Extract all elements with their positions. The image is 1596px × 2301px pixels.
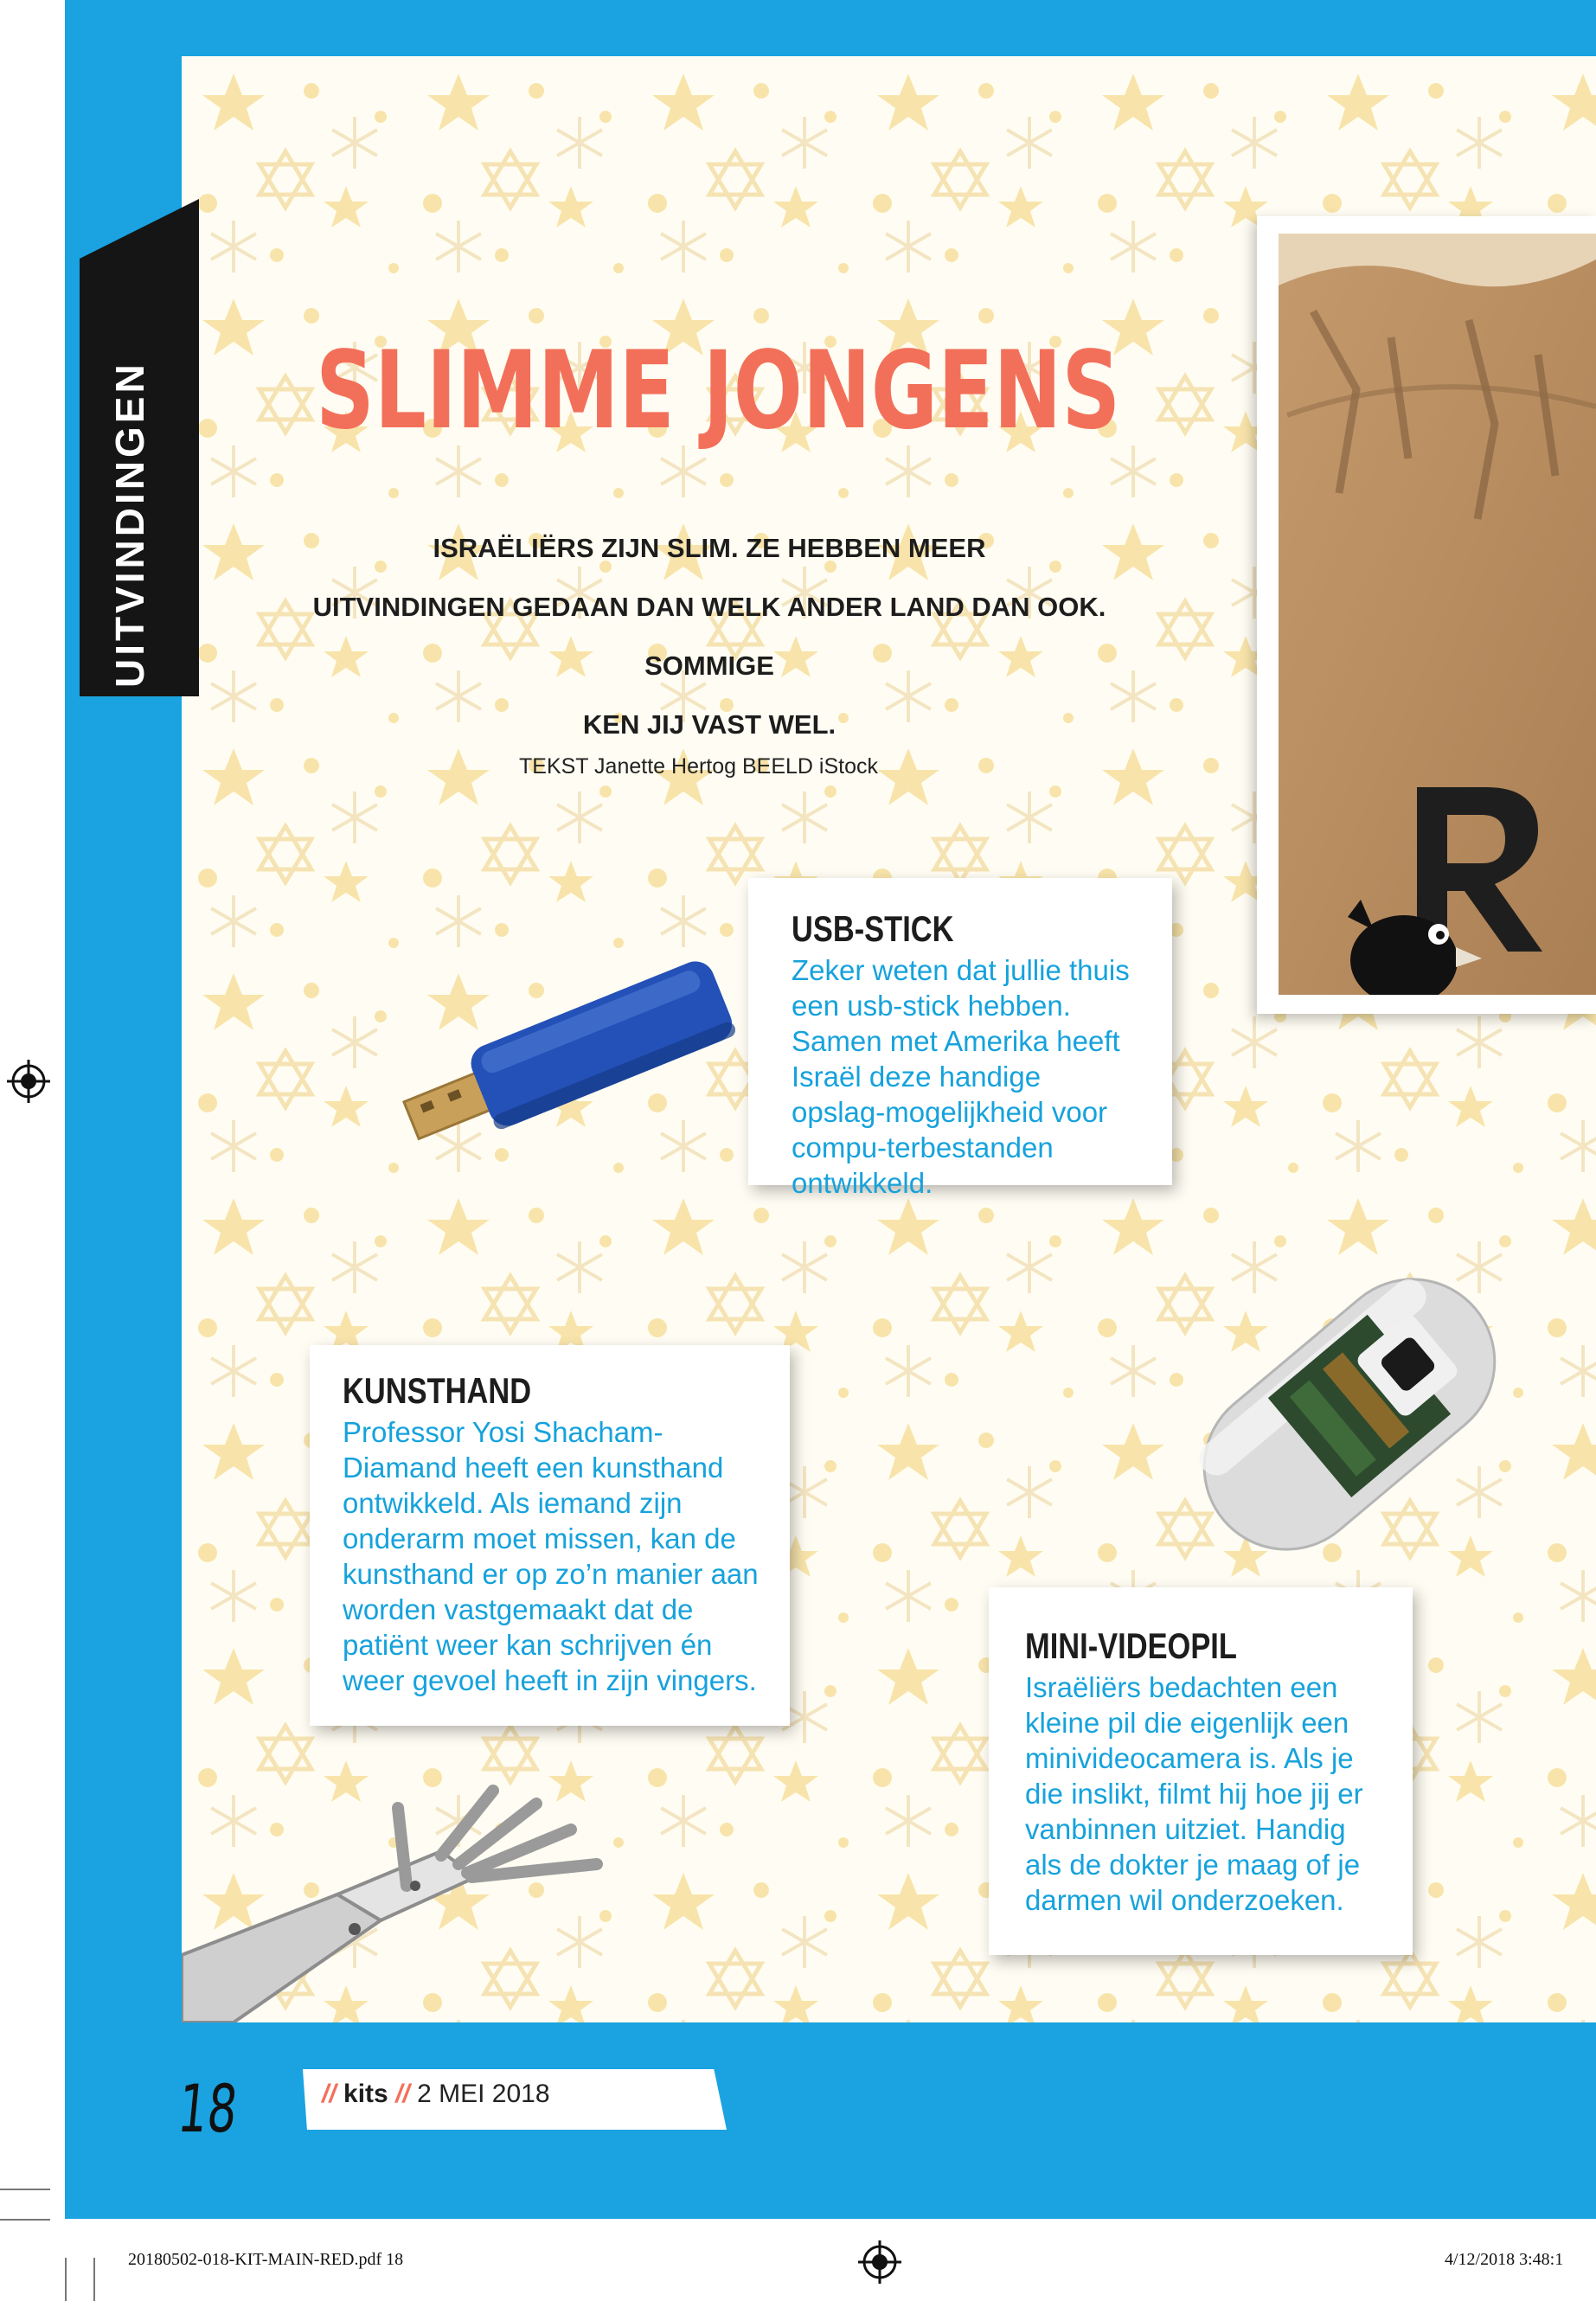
crop-mark: [93, 2258, 95, 2301]
card-body: Professor Yosi Shacham-Diamand heeft een kunsthand ontwikkeld. Als iemand zijn onderarm moet missen, kan de kunsthand er op zo’n manier aan worden vastgemaakt dat de patiënt weer kan schrijven én weer gevoel heeft in zijn vingers.: [343, 1416, 759, 1697]
footer-slashes: //: [322, 2080, 337, 2108]
usb-stick-image: [376, 934, 753, 1142]
kunsthand-card: [310, 1345, 790, 1726]
slug-filename: 20180502-018-KIT-MAIN-RED.pdf 18: [128, 2250, 404, 2269]
video-pill-image: [1168, 1237, 1531, 1592]
card-heading: USB-STICK: [792, 908, 954, 949]
crop-mark: [0, 2189, 50, 2190]
frame-top: [65, 0, 1596, 56]
page-title: SLIMME JONGENS: [316, 329, 1121, 453]
card-body: Zeker weten dat jullie thuis een usb-stick hebben. Samen met Amerika heeft Israël deze handige opslag-mogelijkheid voor compu-terbestanden ontwikkeld.: [792, 954, 1130, 1200]
card-body: Israëliërs bedachten een kleine pil die eigenlijk een minivideocamera is. Als je die inslikt, filmt hij hoe jij er vanbinnen uitziet. Handig als de dokter je maag of je darmen wil onderzoeken.: [1025, 1671, 1363, 1917]
usb-stick-card: [748, 878, 1172, 1200]
section-label: UITVINDINGEN: [107, 361, 152, 688]
brand-name: kits: [343, 2080, 388, 2108]
cardboard-photo: [1279, 234, 1596, 995]
intro-text: [285, 519, 1133, 754]
frame-bottom: [65, 2022, 1596, 2219]
intro-line: KEN JIJ VAST WEL.: [582, 709, 836, 740]
registration-mark-icon: [858, 2240, 901, 2284]
slug-timestamp: 4/12/2018 3:48:1: [1445, 2250, 1564, 2269]
footer-text: [322, 2080, 550, 2109]
crop-mark: [65, 2258, 67, 2301]
issue-date: 2 MEI 2018: [417, 2080, 550, 2108]
intro-line: ISRAËLIËRS ZIJN SLIM. ZE HEBBEN MEER: [433, 533, 986, 563]
intro-line: UITVINDINGEN GEDAAN DAN WELK ANDER LAND DAN OOK. SOMMIGE: [312, 592, 1106, 681]
card-heading: MINI-VIDEOPIL: [1025, 1625, 1237, 1666]
registration-mark-icon: [7, 1060, 50, 1103]
videopil-card: [989, 1587, 1413, 1955]
robot-hand-image: [182, 1756, 649, 2022]
page-number: 18: [174, 2070, 241, 2147]
card-heading: KUNSTHAND: [343, 1370, 532, 1411]
footer-slashes: //: [395, 2080, 410, 2108]
credit-line: TEKST Janette Hertog BEELD iStock: [519, 754, 879, 779]
crop-mark: [0, 2219, 50, 2221]
